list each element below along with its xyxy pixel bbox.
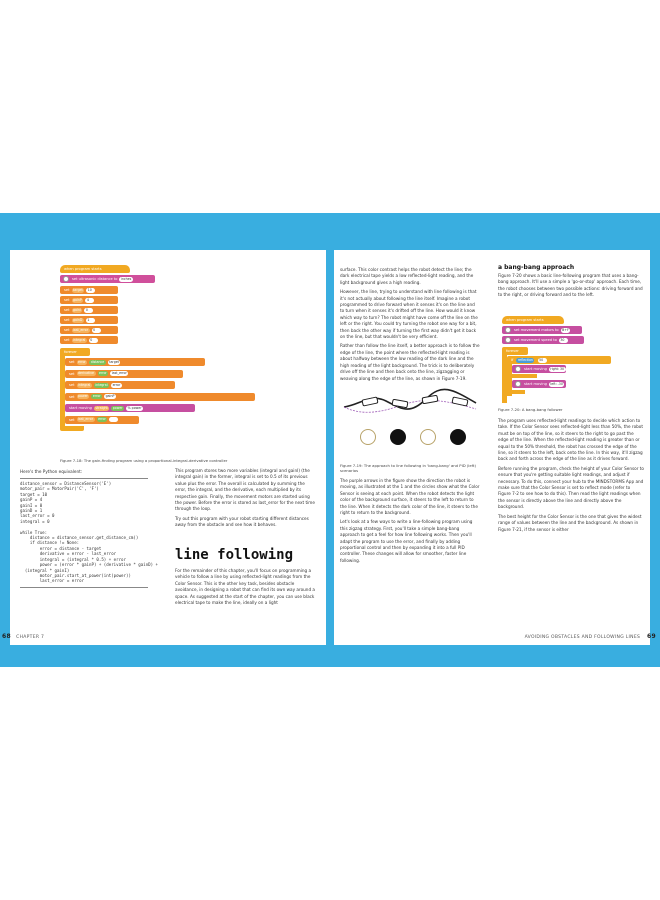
block-set-variable	[60, 326, 118, 334]
variable-name: power	[78, 394, 88, 398]
block-set-ultrasonic	[60, 275, 155, 283]
variable-name: target	[73, 287, 83, 292]
footer-label: CHAPTER 7	[16, 635, 45, 640]
condition-label: reflection	[517, 357, 533, 362]
variable-name: last_error	[73, 327, 89, 332]
block-set-motors	[502, 326, 582, 334]
block-value: 1	[86, 318, 95, 323]
block-label: set	[69, 417, 75, 422]
block-label: set	[69, 371, 75, 376]
variable-name: error	[78, 359, 86, 364]
figure-caption: Figure 7-18: The gain-finding program using a proportional-integral-derivative controller	[60, 458, 228, 463]
section-heading-line-following: line following	[175, 547, 294, 563]
block-value: right: 30	[550, 366, 565, 371]
page-number: 69	[647, 633, 656, 640]
diagram-caption: Figure 7-19: The approach to line following in 'bang-bang' and PID (left) scenarios	[340, 463, 476, 473]
code-line: integral = (integral * 0.5) + error	[20, 556, 126, 562]
light-reading-circle	[360, 429, 376, 445]
operator-value: distance	[90, 359, 105, 364]
block-set-variable	[65, 358, 205, 366]
section-paragraph	[498, 273, 644, 302]
block-label: start moving	[69, 406, 92, 410]
block-when-program-starts	[502, 316, 564, 324]
block-label: when program starts	[64, 267, 102, 271]
paragraph: For the remainder of this chapter, you'll focus on programming a vehicle to follow a line by using reflected-light readings from the Color Sensor. This is the other key task, besides obstacle avoidance, in designing a robot that can find its own way around a space. As suggested at the start of the chapter, you can use black electrical tape to make the line, ideally on a light	[175, 568, 315, 606]
variable-name: derivative	[78, 371, 95, 375]
paragraph: The purple arrows in the figure show the direction the robot is moving, as illustrated at the 1 and the circles show what the Color Sensor is seeing at each point. When the robot detects the light color of the background surface, it steers to the left to return to the line. When it detects the dark color of the line, it steers to the right to return to the background.	[340, 478, 480, 516]
code-line: last_error = error	[20, 578, 85, 584]
block-label: when program starts	[506, 318, 544, 322]
operator-value: power	[112, 405, 123, 410]
code-line: gainI = 0	[20, 502, 43, 508]
variable-name: integral	[73, 337, 86, 342]
block-start-moving	[65, 404, 195, 412]
block-value: gainP	[105, 394, 115, 398]
paragraph: Before running the program, check the height of your Color Sensor to ensure that you're getting suitable light readings, and adjust if necessary. To do this, connect your hub to the MINDSTORMS App and make sure that the Color Sensor is set to reflect mode (refer to Figure 7-2 to see how to do this). Then read the light readings when the sensor is directly above the line and directly above the background.	[498, 465, 644, 510]
motor-icon	[505, 337, 511, 343]
bang-bang-caption: Figure 7-20: A bang-bang follower	[498, 407, 563, 412]
variable-name: straight	[95, 405, 108, 410]
code-line: while True:	[20, 529, 48, 535]
block-value: left: -30	[550, 381, 563, 386]
block-label: set	[64, 328, 70, 332]
block-set-variable	[65, 370, 183, 378]
dark-reading-circle	[390, 429, 406, 445]
block-if-else	[507, 356, 611, 364]
block-value: 10	[86, 288, 95, 293]
block-start-moving-left	[512, 380, 566, 388]
block-label: set	[64, 318, 70, 322]
block-label: set	[64, 288, 70, 292]
page-number: 68	[2, 633, 11, 640]
block-set-variable	[60, 336, 118, 344]
motor-icon	[515, 366, 521, 372]
block-label: set movement motors to	[514, 328, 559, 332]
block-label: start moving	[524, 367, 547, 371]
block-set-speed	[502, 336, 584, 344]
code-intro: Here's the Python equivalent:	[20, 469, 83, 474]
operator-value: error	[99, 371, 107, 375]
code-line: last_error = 0	[20, 513, 55, 519]
operator-value: error	[98, 417, 106, 421]
block-label: forever	[64, 350, 77, 354]
variable-name: integral	[78, 382, 91, 387]
block-value: 4	[85, 298, 94, 303]
block-set-variable	[65, 416, 139, 424]
paragraph: Let's look at a few ways to write a line-following program using this zigzag strategy. First, you'll take a simple bang-bang approach to get a feel for how line following works. Then you'll adapt the program to use the error, and finally by adding proportional control and then by expanding it into a full PID controller. These changes will allow for smoother, faster line following.	[340, 519, 473, 563]
forever-bracket-end	[60, 426, 84, 431]
left-footer	[2, 633, 44, 640]
code-line: motor_pair = MotorPair('C', 'F')	[20, 486, 99, 492]
code-bottom-rule	[20, 587, 148, 588]
code-line: gainP = 4	[20, 497, 43, 503]
motor-icon	[505, 327, 511, 333]
left-page	[2, 250, 326, 645]
right-page	[334, 250, 656, 645]
variable-name: gainD	[73, 317, 83, 322]
block-label: set movement speed to	[514, 338, 557, 342]
paragraph: surface. This color contrast helps the robot detect the line; the dark electrical tape yields a low reflected-light reading, and the light background gives a high reading.	[340, 267, 474, 285]
paragraph: The program uses reflected-light readings to decide which action to take. If the Color Sensor sees reflected-light less than 50%, the robot must be on top of the line, so it steers to the right to go past the edge of the line. When the reflected-light reading is greater than or equal to the 50% threshold, the robot has crossed the edge of the line, so it steers to the left, back onto the line. In this way, it'll zigzag back and forth across the edge of the line as it drives forward.	[498, 418, 643, 462]
light-reading-circle	[420, 429, 436, 445]
block-set-variable	[60, 286, 118, 294]
block-label: set	[69, 360, 75, 364]
block-when-program-starts	[60, 265, 130, 273]
block-condition	[516, 358, 534, 363]
paragraph: Figure 7-20 shows a basic line-following program that uses a bang-bang approach. It'll use a simple a 'go-or-stop' approach. Each time, the robot chooses between two possible actions: driving forward and to the right, or driving forward and to the left.	[498, 273, 643, 298]
variable-name: gainI	[73, 307, 81, 312]
motor-icon	[515, 381, 521, 387]
block-label: set	[69, 394, 75, 399]
code-line: motor_pair.start_at_power(int(power))	[20, 572, 131, 578]
block-set-variable	[60, 316, 118, 324]
right-col1-top	[340, 267, 480, 385]
variable-name: last_error	[78, 417, 94, 421]
if-bracket-end	[507, 390, 525, 394]
block-value: 0	[89, 338, 98, 343]
paragraph: The best height for the Color Sensor is the one that gives the widest range of values between the line and the background. As shown in Figure 7-21, if the sensor is either	[498, 513, 642, 532]
python-code	[20, 481, 158, 584]
block-value: B+F	[562, 327, 569, 332]
dark-reading-circle	[450, 429, 466, 445]
block-label: set	[64, 338, 70, 342]
paragraph: Rather than follow the line itself, a better approach is to follow the edge of the line, the point where the reflected-light reading is about halfway between the low reading of the dark line and the high reading of the light background. The trick is to deliberately drive off the line and then back onto the line, zigzagging or weaving along the edge of the line, as shown in Figure 7-19.	[340, 343, 480, 381]
block-label: set	[64, 308, 70, 312]
paragraph: This program stores two more variables (integral and gainI) (the integral gain) in the former, integral is set to 0.5 of its previous value plus the error. The overall is calculated by summing the error, the integral, and the derivative, each multiplied by its respective gain. Finally, the movement motors are started using the power. Before the error is stored as last_error for the next time through the loop.	[175, 468, 315, 512]
line-following-diagram	[340, 385, 480, 453]
paragraph: However, the line, trying to understand with line following is that it's not actually about following the line itself. Imagine a robot programmed to drive forward when it senses it's on the line and to turn when it senses it's drifted off the line. How would it know which way to turn? The robot might have come off the line on the left or the right. You could try turning the robot one way for a bit, then back the other way if turning the first way didn't get it back on the line, but that wouldn't be very efficient.	[340, 289, 478, 340]
section-title-bang-bang: a bang-bang approach	[498, 264, 575, 271]
code-line: distance_sensor = DistanceSensor('E')	[20, 481, 112, 486]
variable-name: gainP	[73, 297, 82, 302]
code-top-rule	[20, 478, 148, 479]
block-set-variable	[60, 306, 118, 314]
code-line: derivative = error - last_error	[20, 551, 117, 557]
operator-value: integral	[95, 382, 108, 387]
else-bar	[507, 374, 537, 378]
block-value: 50	[538, 358, 547, 363]
code-line: integral = 0	[20, 518, 50, 524]
right-footer	[525, 633, 656, 640]
block-label: set	[64, 298, 70, 302]
block-value: inches	[120, 276, 132, 281]
block-value: 30	[559, 338, 568, 343]
code-line: gainD = 1	[20, 508, 43, 514]
left-right-column	[175, 468, 317, 532]
block-value: % power	[127, 405, 142, 410]
block-value: error	[112, 382, 121, 387]
right-col2	[498, 418, 644, 536]
block-set-variable	[65, 381, 175, 389]
code-line: power = (error * gainP) + (derivative * gainD) +	[20, 562, 159, 568]
block-label: set	[69, 383, 75, 387]
block-value: 0	[92, 328, 101, 333]
footer-label: AVOIDING OBSTACLES AND FOLLOWING LINES	[524, 635, 641, 640]
block-value: last_error	[111, 371, 127, 375]
code-line: (integral * gainI)	[20, 567, 70, 573]
block-start-moving-right	[512, 365, 566, 373]
block-set-variable	[60, 296, 118, 304]
operator-value: error	[92, 394, 101, 398]
code-line: distance = distance_sensor.get_distance_cm()	[20, 535, 139, 541]
code-line: target = 10	[20, 491, 48, 497]
block-value	[109, 417, 118, 422]
block-set-variable	[65, 393, 255, 401]
block-value: target	[109, 359, 119, 364]
block-value: 0	[84, 308, 93, 313]
code-line: error = distance - target	[20, 545, 102, 551]
heading-paragraph	[175, 568, 317, 609]
block-label: if	[511, 358, 514, 362]
block-label: set ultrasonic distance to	[72, 277, 118, 281]
sensor-icon	[63, 276, 69, 282]
block-label: start moving	[524, 382, 547, 386]
paragraph: Try out this program with your robot starting different distances away from the obstacle and see how it behaves.	[175, 515, 309, 528]
right-col1-bottom	[340, 478, 480, 567]
block-label: forever	[506, 349, 519, 353]
code-line: if distance != None:	[20, 540, 80, 546]
